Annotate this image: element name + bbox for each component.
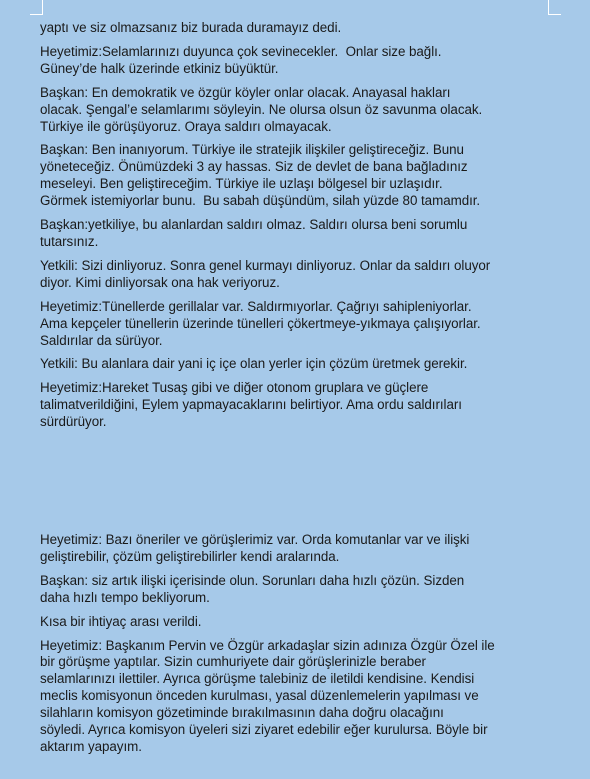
paragraph: Yetkili: Bu alanlara dair yani iç içe olan yerler için çözüm üretmek gerekir. (40, 356, 468, 372)
paragraph: Yetkili: Sizi dinliyoruz. Sonra genel kurmayı dinliyoruz. Onlar da saldırı oluyor diyor. Kimi dinliyorsak ona hak veriyoruz. (40, 257, 491, 290)
paragraph: Başkan:yetkiliye, bu alanlardan saldırı olmaz. Saldırı olursa beni sorumlu tutarsınız. (40, 217, 468, 249)
paragraph: Kısa bir ihtiyaç arası verildi. (40, 613, 202, 629)
paragraph: Heyetimiz: Bazı öneriler ve görüşlerimiz var. Orda komutanlar var ve ilişki geliştirebilir, çözüm geliştirebilirler kendi aralarında. (40, 532, 470, 564)
paragraph: Heyetimiz: Başkanım Pervin ve Özgür arkadaşlar sizin adınıza Özgür Özel ile bir görüşme yaptılar. Sizin cumhuriyete dair görüşlerinizle beraber selamlarınızı ilettiler. Ayrıca görüşme talebiniz de iletildi kendisine. Kendisi meclis komisyonun önceden kurulması, yasal düzenlemelerin yapılması ve silahların komisyon gözetiminde bırakılmasının daha doğru olacağını söyledi. Ayrıca komisyon üyeleri sizi ziyaret edebilir eğer kurulursa. Böyle bir aktarım yapayım. (40, 637, 495, 754)
text-block-bottom (40, 532, 580, 763)
paragraph: Heyetimiz:Hareket Tusaş gibi ve diğer otonom gruplara ve güçlere talimatverildiğini, Eylem yapmayacaklarını belirtiyor. Ama ordu saldırıları sürdürüyor. (40, 380, 462, 430)
paragraph: Başkan: Ben inanıyorum. Türkiye ile stratejik ilişkiler geliştireceğiz. Bunu yöneteceğiz. Önümüzdeki 3 ay hassas. Siz de devlet de bana bağladınız meseleyi. Ben geliştireceğim. Türkiye ile uzlaşı bölgesel bir uzlaşıdır. Görmek istemiyorlar bunu. Bu sabah düşündüm, silah yüzde 80 tamamdır. (40, 142, 481, 209)
page-margin-corner-top-right (548, 0, 561, 15)
paragraph: Heyetimiz:Selamlarınızı duyunca çok sevinecekler. Onlar size bağlı. Güney’de halk üzerinde etkiniz büyüktür. (40, 43, 442, 76)
text-block-top (40, 20, 580, 438)
page-margin-corner-top-left (30, 0, 43, 15)
paragraph: Heyetimiz:Tünellerde gerillalar var. Saldırmıyorlar. Çağrıyı sahipleniyorlar. Ama kepçeler tünellerin üzerinde tünelleri çökertmeye-yıkmaya çalışıyorlar. Saldırılar da sürüyor. (40, 298, 481, 348)
paragraph: yaptı ve siz olmazsanız biz burada duramayız dedi. (40, 20, 342, 35)
paragraph: Başkan: siz artık ilişki içerisinde olun. Sorunları daha hızlı çözün. Sizden daha hızlı tempo bekliyorum. (40, 572, 465, 605)
paragraph: Başkan: En demokratik ve özgür köyler onlar olacak. Anayasal hakları olacak. Şengal’e selamlarımı söyleyin. Ne olursa olsun öz savunma olacak. Türkiye ile görüşüyoruz. Oraya saldırı olmayacak. (40, 84, 483, 134)
